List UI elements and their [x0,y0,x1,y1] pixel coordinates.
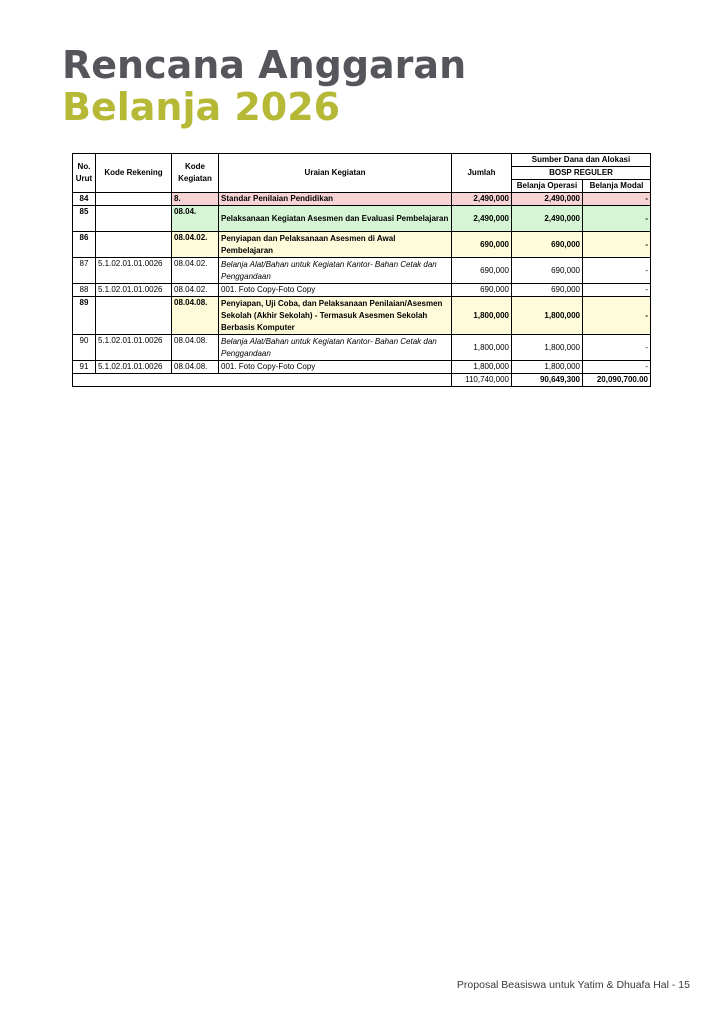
cell-rekening [96,206,172,232]
table-row [73,361,651,374]
cell-modal: - [583,297,651,335]
header-sumber-dana: Sumber Dana dan Alokasi [512,154,651,167]
header-kode-rekening: Kode Rekening [96,154,172,193]
cell-operasi: 2,490,000 [512,193,583,206]
header-bosp-reguler: BOSP REGULER [512,167,651,180]
cell-rekening [96,297,172,335]
cell-uraian: Belanja Alat/Bahan untuk Kegiatan Kantor- Bahan Cetak dan Penggandaan [219,335,452,361]
cell-jumlah: 690,000 [452,232,512,258]
header-kode-kegiatan: Kode Kegiatan [172,154,219,193]
cell-kegiatan: 08.04.08. [172,297,219,335]
cell-operasi: 690,000 [512,232,583,258]
cell-modal: - [583,361,651,374]
table-row [73,284,651,297]
table-row [73,232,651,258]
cell-kegiatan: 08.04. [172,206,219,232]
header-uraian-kegiatan: Uraian Kegiatan [219,154,452,193]
cell-no: 85 [73,206,96,232]
header-belanja-operasi: Belanja Operasi [512,180,583,193]
cell-jumlah: 2,490,000 [452,206,512,232]
page-title [62,44,466,128]
table-row [73,297,651,335]
cell-uraian: 001. Foto Copy-Foto Copy [219,361,452,374]
header-belanja-modal: Belanja Modal [583,180,651,193]
cell-jumlah: 2,490,000 [452,193,512,206]
header-no-urut: No. Urut [73,154,96,193]
cell-kegiatan: 08.04.02. [172,258,219,284]
cell-operasi: 1,800,000 [512,335,583,361]
budget-table [72,153,651,387]
cell-modal: - [583,284,651,297]
cell-uraian: Penyiapan dan Pelaksanaan Asesmen di Awal Pembelajaran [219,232,452,258]
cell-rekening [96,193,172,206]
total-modal: 20,090,700.00 [583,374,651,387]
total-operasi: 90,649,300 [512,374,583,387]
totals-row [73,374,651,387]
header-jumlah: Jumlah [452,154,512,193]
cell-kegiatan: 08.04.02. [172,284,219,297]
cell-no: 86 [73,232,96,258]
cell-uraian: Belanja Alat/Bahan untuk Kegiatan Kantor- Bahan Cetak dan Penggandaan [219,258,452,284]
cell-jumlah: 1,800,000 [452,297,512,335]
cell-no: 91 [73,361,96,374]
cell-modal: - [583,193,651,206]
cell-modal: - [583,258,651,284]
cell-rekening [96,232,172,258]
cell-uraian: Standar Penilaian Pendidikan [219,193,452,206]
cell-modal: - [583,335,651,361]
cell-kegiatan: 8. [172,193,219,206]
title-line-2: Belanja 2026 [62,85,341,129]
total-jumlah: 110,740,000 [452,374,512,387]
cell-jumlah: 1,800,000 [452,335,512,361]
cell-operasi: 2,490,000 [512,206,583,232]
table-row [73,258,651,284]
cell-rekening: 5.1.02.01.01.0026 [96,361,172,374]
page-footer: Proposal Beasiswa untuk Yatim & Dhuafa Hal - 15 [456,979,690,991]
table-row [73,193,651,206]
cell-modal: - [583,206,651,232]
cell-operasi: 1,800,000 [512,297,583,335]
cell-no: 84 [73,193,96,206]
cell-operasi: 1,800,000 [512,361,583,374]
cell-no: 89 [73,297,96,335]
cell-rekening: 5.1.02.01.01.0026 [96,284,172,297]
cell-no: 87 [73,258,96,284]
cell-uraian: 001. Foto Copy-Foto Copy [219,284,452,297]
cell-uraian: Pelaksanaan Kegiatan Asesmen dan Evaluasi Pembelajaran [219,206,452,232]
cell-jumlah: 690,000 [452,284,512,297]
cell-kegiatan: 08.04.08. [172,361,219,374]
cell-no: 90 [73,335,96,361]
cell-rekening: 5.1.02.01.01.0026 [96,258,172,284]
table-row [73,335,651,361]
title-line-1: Rencana Anggaran [62,43,467,87]
cell-jumlah: 1,800,000 [452,361,512,374]
cell-uraian: Penyiapan, Uji Coba, dan Pelaksanaan Penilaian/Asesmen Sekolah (Akhir Sekolah) - Termasuk Asesmen Sekolah Berbasis Komputer [219,297,452,335]
cell-rekening: 5.1.02.01.01.0026 [96,335,172,361]
cell-kegiatan: 08.04.02. [172,232,219,258]
cell-jumlah: 690,000 [452,258,512,284]
totals-spacer [73,374,452,387]
cell-kegiatan: 08.04.08. [172,335,219,361]
cell-operasi: 690,000 [512,284,583,297]
cell-operasi: 690,000 [512,258,583,284]
table-row [73,206,651,232]
cell-no: 88 [73,284,96,297]
cell-modal: - [583,232,651,258]
